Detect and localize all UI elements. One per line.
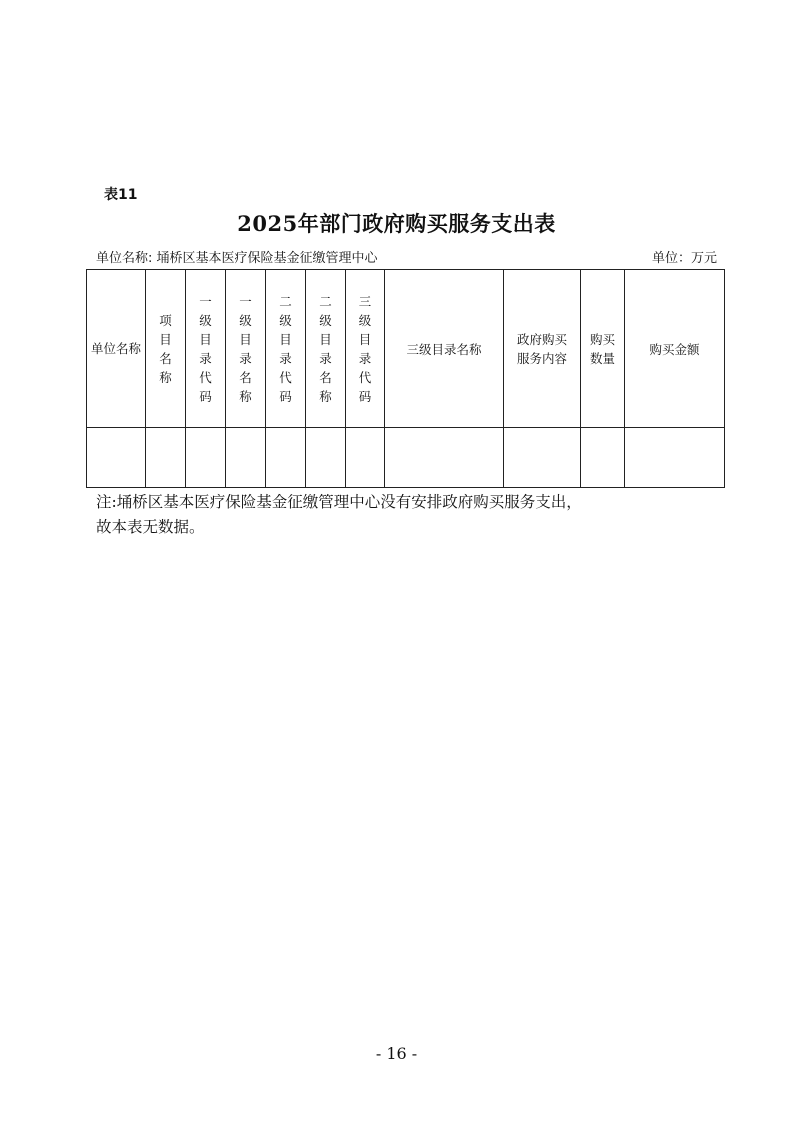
- table-row: [87, 428, 725, 488]
- header-level3-name: 三级目录名称: [385, 270, 504, 428]
- page-title: 2025年部门政府购买服务支出表: [237, 211, 556, 236]
- table-meta: [96, 247, 717, 266]
- header-project-name: 项目名称: [146, 270, 186, 428]
- header-level1-code: 一级目录代码: [186, 270, 226, 428]
- table-cell: [504, 428, 581, 488]
- unit-label: 单位：万元: [651, 251, 717, 266]
- table-cell: [146, 428, 186, 488]
- header-level2-code: 二级目录代码: [266, 270, 306, 428]
- table-cell: [226, 428, 266, 488]
- table-note: [96, 490, 716, 540]
- table-cell: [625, 428, 725, 488]
- table-cell: [186, 428, 226, 488]
- header-level3-code: 三级目录代码: [346, 270, 385, 428]
- header-amount: 购买金额: [625, 270, 725, 428]
- header-unit-name: 单位名称: [87, 270, 146, 428]
- table-cell: [306, 428, 346, 488]
- note-line-1: 注:埇桥区基本医疗保险基金征缴管理中心没有安排政府购买服务支出，: [96, 493, 582, 511]
- header-level1-name: 一级目录名称: [226, 270, 266, 428]
- unit-name-label: 单位名称:: [96, 251, 153, 266]
- table-header-row: [87, 270, 725, 428]
- table-cell: [581, 428, 625, 488]
- header-level2-name: 二级目录名称: [306, 270, 346, 428]
- unit-name-value: 埇桥区基本医疗保险基金征缴管理中心: [156, 251, 378, 266]
- note-line-2: 故本表无数据。: [96, 518, 205, 536]
- unit-of-measure: [652, 247, 717, 266]
- table-cell: [385, 428, 504, 488]
- purchase-services-table: [86, 269, 725, 488]
- table-number: 表11: [104, 187, 138, 203]
- table-cell: [266, 428, 306, 488]
- table-cell: [87, 428, 146, 488]
- header-service-content: 政府购买服务内容: [504, 270, 581, 428]
- page-number: - 16 -: [375, 1044, 418, 1063]
- table-cell: [346, 428, 385, 488]
- unit-name-block: [96, 247, 378, 266]
- header-quantity: 购买数量: [581, 270, 625, 428]
